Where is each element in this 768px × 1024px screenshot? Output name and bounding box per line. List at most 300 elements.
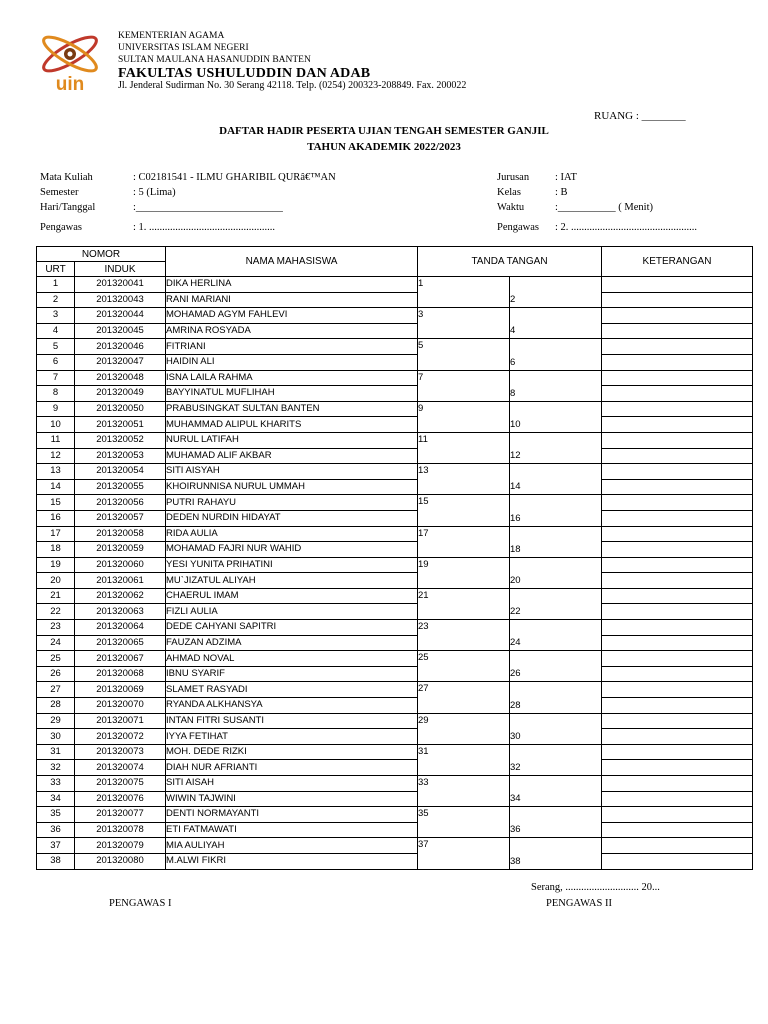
table-row — [37, 729, 753, 745]
row-keterangan[interactable] — [602, 386, 753, 402]
row-urt: 16 — [37, 510, 75, 526]
row-induk: 201320079 — [75, 838, 166, 854]
table-row — [37, 776, 753, 792]
signature-cell-left[interactable] — [418, 432, 510, 448]
signature-number: 36 — [510, 824, 521, 836]
row-induk: 201320063 — [75, 604, 166, 620]
row-keterangan[interactable] — [602, 573, 753, 589]
signature-number: 13 — [418, 465, 429, 477]
row-urt: 23 — [37, 620, 75, 636]
row-induk: 201320046 — [75, 339, 166, 355]
signature-number: 29 — [418, 714, 429, 726]
signature-cell-left[interactable] — [418, 682, 510, 698]
university-logo-icon — [36, 28, 104, 96]
row-keterangan[interactable] — [602, 448, 753, 464]
table-row — [37, 604, 753, 620]
row-induk: 201320075 — [75, 776, 166, 792]
signature-number: 35 — [418, 808, 429, 820]
header-nama: NAMA MAHASISWA — [166, 247, 418, 277]
row-nama: DIAH NUR AFRIANTI — [166, 760, 418, 776]
academic-year: TAHUN AKADEMIK 2022/2023 — [307, 141, 461, 153]
row-induk: 201320058 — [75, 526, 166, 542]
signature-number: 19 — [418, 558, 429, 570]
logo-text: uin — [55, 74, 85, 95]
signature-cell-left[interactable] — [418, 292, 510, 308]
signature-number: 16 — [510, 512, 521, 524]
row-nama: FITRIANI — [166, 339, 418, 355]
row-urt: 4 — [37, 323, 75, 339]
signature-cell-right[interactable] — [510, 542, 602, 558]
faculty-address: Jl. Jenderal Sudirman No. 30 Serang 42118. Telp. (0254) 200323-208849. Fax. 200022 — [118, 80, 467, 91]
info-label-proctor-1: Pengawas — [40, 222, 82, 233]
info-value-proctor-1: : 1. ................................................ — [133, 222, 276, 233]
signature-cell-left[interactable] — [418, 853, 510, 869]
place-date: Serang, ............................ 20... — [531, 882, 660, 893]
signature-cell-right[interactable] — [510, 417, 602, 433]
row-keterangan[interactable] — [602, 401, 753, 417]
row-keterangan[interactable] — [602, 666, 753, 682]
signature-cell-right[interactable] — [510, 573, 602, 589]
signature-cell-left[interactable] — [418, 713, 510, 729]
signature-cell-right[interactable] — [510, 682, 602, 698]
table-row — [37, 791, 753, 807]
university-full-name: SULTAN MAULANA HASANUDDIN BANTEN — [118, 55, 311, 65]
row-urt: 34 — [37, 791, 75, 807]
header-induk: INDUK — [75, 262, 166, 277]
signature-number: 30 — [510, 730, 521, 742]
row-induk: 201320050 — [75, 401, 166, 417]
signature-cell-left[interactable] — [418, 620, 510, 636]
row-urt: 38 — [37, 853, 75, 869]
signature-number: 15 — [418, 496, 429, 508]
row-keterangan[interactable] — [602, 729, 753, 745]
row-urt: 9 — [37, 401, 75, 417]
row-induk: 201320053 — [75, 448, 166, 464]
row-urt: 14 — [37, 479, 75, 495]
row-nama: NURUL LATIFAH — [166, 432, 418, 448]
signature-cell-right[interactable] — [510, 354, 602, 370]
row-nama: PRABUSINGKAT SULTAN BANTEN — [166, 401, 418, 417]
row-urt: 21 — [37, 588, 75, 604]
info-label-date: Hari/Tanggal — [40, 202, 96, 213]
signature-cell-right[interactable] — [510, 495, 602, 511]
row-induk: 201320080 — [75, 853, 166, 869]
row-urt: 30 — [37, 729, 75, 745]
row-induk: 201320055 — [75, 479, 166, 495]
row-induk: 201320059 — [75, 542, 166, 558]
row-keterangan[interactable] — [602, 354, 753, 370]
signature-cell-right[interactable] — [510, 401, 602, 417]
signature-cell-left[interactable] — [418, 354, 510, 370]
row-induk: 201320062 — [75, 588, 166, 604]
table-row — [37, 744, 753, 760]
row-induk: 201320076 — [75, 791, 166, 807]
info-label-proctor-2: Pengawas — [497, 222, 539, 233]
row-induk: 201320044 — [75, 308, 166, 324]
row-nama: WIWIN TAJWINI — [166, 791, 418, 807]
signature-cell-right[interactable] — [510, 666, 602, 682]
signature-number: 1 — [418, 278, 424, 289]
attendance-table-body — [37, 277, 753, 870]
signature-cell-left[interactable] — [418, 479, 510, 495]
row-nama: MUHAMAD ALIF AKBAR — [166, 448, 418, 464]
signature-cell-right[interactable] — [510, 464, 602, 480]
signature-cell-right[interactable] — [510, 776, 602, 792]
row-keterangan[interactable] — [602, 760, 753, 776]
signature-number: 22 — [510, 606, 521, 618]
row-nama: AMRINA ROSYADA — [166, 323, 418, 339]
row-urt: 36 — [37, 822, 75, 838]
signature-cell-right[interactable] — [510, 370, 602, 386]
signature-cell-left[interactable] — [418, 838, 510, 854]
header-urt: URT — [37, 262, 75, 277]
row-induk: 201320073 — [75, 744, 166, 760]
signature-cell-right[interactable] — [510, 744, 602, 760]
signature-number: 38 — [510, 855, 521, 867]
row-urt: 5 — [37, 339, 75, 355]
table-row — [37, 510, 753, 526]
signature-cell-left[interactable] — [418, 822, 510, 838]
signature-number: 11 — [418, 433, 428, 445]
row-nama: RANI MARIANI — [166, 292, 418, 308]
row-induk: 201320068 — [75, 666, 166, 682]
row-nama: FAUZAN ADZIMA — [166, 635, 418, 651]
signature-cell-left[interactable] — [418, 791, 510, 807]
row-urt: 7 — [37, 370, 75, 386]
signature-number: 27 — [418, 683, 429, 695]
signature-cell-left[interactable] — [418, 807, 510, 823]
signature-cell-right[interactable] — [510, 277, 602, 293]
row-nama: DIKA HERLINA — [166, 277, 418, 293]
signature-cell-left[interactable] — [418, 698, 510, 714]
row-induk: 201320071 — [75, 713, 166, 729]
row-nama: MU`JIZATUL ALIYAH — [166, 573, 418, 589]
signature-cell-left[interactable] — [418, 573, 510, 589]
row-nama: MOHAMAD FAJRI NUR WAHID — [166, 542, 418, 558]
info-value-class: : B — [555, 187, 568, 198]
signature-number: 37 — [418, 839, 429, 851]
signature-cell-right[interactable] — [510, 510, 602, 526]
signature-cell-right[interactable] — [510, 448, 602, 464]
table-row — [37, 292, 753, 308]
signature-cell-left[interactable] — [418, 651, 510, 667]
row-nama: DEDEN NURDIN HIDAYAT — [166, 510, 418, 526]
header-nomor: NOMOR — [37, 247, 166, 262]
signature-cell-left[interactable] — [418, 401, 510, 417]
row-keterangan[interactable] — [602, 651, 753, 667]
signature-cell-right[interactable] — [510, 526, 602, 542]
row-keterangan[interactable] — [602, 417, 753, 433]
signature-cell-right[interactable] — [510, 807, 602, 823]
signature-cell-left[interactable] — [418, 339, 510, 355]
table-row — [37, 588, 753, 604]
row-urt: 10 — [37, 417, 75, 433]
row-keterangan[interactable] — [602, 542, 753, 558]
row-keterangan[interactable] — [602, 713, 753, 729]
row-induk: 201320052 — [75, 432, 166, 448]
row-urt: 33 — [37, 776, 75, 792]
signature-cell-right[interactable] — [510, 791, 602, 807]
info-label-course: Mata Kuliah — [40, 172, 93, 183]
signature-cell-right[interactable] — [510, 432, 602, 448]
row-induk: 201320067 — [75, 651, 166, 667]
row-keterangan[interactable] — [602, 495, 753, 511]
row-keterangan[interactable] — [602, 510, 753, 526]
signature-number: 7 — [418, 371, 424, 383]
signature-number: 32 — [510, 762, 521, 773]
signature-cell-right[interactable] — [510, 651, 602, 667]
table-row — [37, 698, 753, 714]
signature-number: 6 — [510, 356, 516, 368]
signature-number: 10 — [510, 418, 521, 430]
info-value-semester: : 5 (Lima) — [133, 187, 176, 198]
signature-cell-left[interactable] — [418, 635, 510, 651]
signature-cell-right[interactable] — [510, 339, 602, 355]
row-keterangan[interactable] — [602, 557, 753, 573]
row-keterangan[interactable] — [602, 292, 753, 308]
info-label-semester: Semester — [40, 187, 79, 198]
table-row — [37, 666, 753, 682]
university-name: UNIVERSITAS ISLAM NEGERI — [118, 43, 249, 53]
row-nama: BAYYINATUL MUFLIHAH — [166, 386, 418, 402]
row-keterangan[interactable] — [602, 776, 753, 792]
table-row — [37, 713, 753, 729]
row-keterangan[interactable] — [602, 464, 753, 480]
table-row — [37, 651, 753, 667]
row-urt: 8 — [37, 386, 75, 402]
row-urt: 1 — [37, 277, 75, 293]
signature-cell-left[interactable] — [418, 308, 510, 324]
signature-cell-left[interactable] — [418, 588, 510, 604]
row-urt: 20 — [37, 573, 75, 589]
signature-number: 2 — [510, 294, 516, 306]
row-induk: 201320051 — [75, 417, 166, 433]
row-keterangan[interactable] — [602, 822, 753, 838]
row-nama: RIDA AULIA — [166, 526, 418, 542]
row-keterangan[interactable] — [602, 682, 753, 698]
row-nama: KHOIRUNNISA NURUL UMMAH — [166, 479, 418, 495]
signature-cell-left[interactable] — [418, 666, 510, 682]
attendance-table — [36, 246, 753, 870]
row-keterangan[interactable] — [602, 277, 753, 293]
signature-cell-right[interactable] — [510, 479, 602, 495]
signature-number: 26 — [510, 668, 521, 680]
signature-number: 17 — [418, 527, 429, 539]
signature-cell-right[interactable] — [510, 838, 602, 854]
signature-number: 23 — [418, 621, 429, 633]
row-nama: HAIDIN ALI — [166, 354, 418, 370]
signature-cell-right[interactable] — [510, 323, 602, 339]
row-urt: 18 — [37, 542, 75, 558]
info-label-class: Kelas — [497, 187, 521, 198]
row-urt: 28 — [37, 698, 75, 714]
row-nama: SLAMET RASYADI — [166, 682, 418, 698]
row-induk: 201320049 — [75, 386, 166, 402]
signature-cell-right[interactable] — [510, 620, 602, 636]
signature-number: 3 — [418, 309, 424, 321]
row-induk: 201320060 — [75, 557, 166, 573]
row-keterangan[interactable] — [602, 323, 753, 339]
table-row — [37, 277, 753, 293]
signature-cell-right[interactable] — [510, 760, 602, 776]
room-label: RUANG : ________ — [594, 110, 686, 122]
signature-cell-right[interactable] — [510, 308, 602, 324]
signature-cell-left[interactable] — [418, 776, 510, 792]
table-row — [37, 853, 753, 869]
signature-cell-left[interactable] — [418, 417, 510, 433]
row-nama: MOH. DEDE RIZKI — [166, 744, 418, 760]
row-induk: 201320077 — [75, 807, 166, 823]
signature-cell-left[interactable] — [418, 448, 510, 464]
row-induk: 201320048 — [75, 370, 166, 386]
row-nama: RYANDA ALKHANSYA — [166, 698, 418, 714]
row-nama: DEDE CAHYANI SAPITRI — [166, 620, 418, 636]
signature-cell-right[interactable] — [510, 822, 602, 838]
signature-cell-right[interactable] — [510, 635, 602, 651]
row-keterangan[interactable] — [602, 744, 753, 760]
table-row — [37, 464, 753, 480]
info-value-course: : C02181541 - ILMU GHARIBIL QURâ€™AN — [133, 172, 336, 183]
row-nama: CHAERUL IMAM — [166, 588, 418, 604]
table-row — [37, 308, 753, 324]
signature-cell-right[interactable] — [510, 853, 602, 869]
row-urt: 24 — [37, 635, 75, 651]
signature-cell-left[interactable] — [418, 557, 510, 573]
signature-cell-left[interactable] — [418, 277, 510, 293]
table-row — [37, 838, 753, 854]
row-nama: INTAN FITRI SUSANTI — [166, 713, 418, 729]
row-keterangan[interactable] — [602, 479, 753, 495]
row-urt: 6 — [37, 354, 75, 370]
table-row — [37, 417, 753, 433]
row-urt: 25 — [37, 651, 75, 667]
signature-cell-right[interactable] — [510, 713, 602, 729]
row-keterangan[interactable] — [602, 370, 753, 386]
table-row — [37, 526, 753, 542]
info-value-department: : IAT — [555, 172, 577, 183]
header-tanda-tangan: TANDA TANGAN — [418, 247, 602, 277]
signature-cell-right[interactable] — [510, 588, 602, 604]
row-urt: 13 — [37, 464, 75, 480]
row-induk: 201320064 — [75, 620, 166, 636]
row-nama: MIA AULIYAH — [166, 838, 418, 854]
table-row — [37, 401, 753, 417]
row-nama: IBNU SYARIF — [166, 666, 418, 682]
signature-cell-right[interactable] — [510, 292, 602, 308]
faculty-name: FAKULTAS USHULUDDIN DAN ADAB — [118, 66, 371, 81]
signature-cell-left[interactable] — [418, 370, 510, 386]
table-row — [37, 448, 753, 464]
row-urt: 31 — [37, 744, 75, 760]
row-keterangan[interactable] — [602, 838, 753, 854]
table-row — [37, 339, 753, 355]
table-row — [37, 682, 753, 698]
signature-cell-left[interactable] — [418, 729, 510, 745]
table-row — [37, 323, 753, 339]
row-keterangan[interactable] — [602, 635, 753, 651]
signature-cell-left[interactable] — [418, 464, 510, 480]
signature-number: 24 — [510, 637, 521, 649]
signature-cell-left[interactable] — [418, 542, 510, 558]
signature-cell-right[interactable] — [510, 604, 602, 620]
row-induk: 201320057 — [75, 510, 166, 526]
row-induk: 201320061 — [75, 573, 166, 589]
signature-cell-left[interactable] — [418, 510, 510, 526]
signature-number: 21 — [418, 589, 429, 601]
signature-cell-left[interactable] — [418, 604, 510, 620]
row-urt: 35 — [37, 807, 75, 823]
row-urt: 11 — [37, 432, 75, 448]
proctor-2-signature-label: PENGAWAS II — [546, 898, 612, 909]
row-nama: MOHAMAD AGYM FAHLEVI — [166, 308, 418, 324]
table-row — [37, 620, 753, 636]
signature-cell-left[interactable] — [418, 526, 510, 542]
signature-number: 28 — [510, 699, 521, 711]
row-induk: 201320072 — [75, 729, 166, 745]
info-value-date: :____________________________ — [133, 202, 283, 213]
ministry-name: KEMENTERIAN AGAMA — [118, 31, 225, 41]
signature-cell-right[interactable] — [510, 557, 602, 573]
signature-cell-right[interactable] — [510, 386, 602, 402]
row-keterangan[interactable] — [602, 526, 753, 542]
table-row — [37, 557, 753, 573]
row-nama: IYYA FETIHAT — [166, 729, 418, 745]
signature-cell-left[interactable] — [418, 760, 510, 776]
info-value-time: :___________ ( Menit) — [555, 202, 653, 213]
row-nama: AHMAD NOVAL — [166, 651, 418, 667]
row-urt: 22 — [37, 604, 75, 620]
row-keterangan[interactable] — [602, 588, 753, 604]
row-induk: 201320070 — [75, 698, 166, 714]
table-row — [37, 760, 753, 776]
signature-cell-left[interactable] — [418, 386, 510, 402]
table-row — [37, 495, 753, 511]
row-urt: 2 — [37, 292, 75, 308]
row-induk: 201320047 — [75, 354, 166, 370]
signature-cell-left[interactable] — [418, 744, 510, 760]
row-keterangan[interactable] — [602, 791, 753, 807]
table-row — [37, 822, 753, 838]
row-keterangan[interactable] — [602, 604, 753, 620]
signature-cell-left[interactable] — [418, 495, 510, 511]
table-row — [37, 542, 753, 558]
row-induk: 201320056 — [75, 495, 166, 511]
row-keterangan[interactable] — [602, 620, 753, 636]
row-nama: ISNA LAILA RAHMA — [166, 370, 418, 386]
row-keterangan[interactable] — [602, 807, 753, 823]
info-value-proctor-2: : 2. ................................................ — [555, 222, 698, 233]
row-keterangan[interactable] — [602, 339, 753, 355]
table-row — [37, 354, 753, 370]
signature-cell-left[interactable] — [418, 323, 510, 339]
row-nama: ETI FATMAWATI — [166, 822, 418, 838]
row-nama: FIZLI AULIA — [166, 604, 418, 620]
row-keterangan[interactable] — [602, 432, 753, 448]
row-keterangan[interactable] — [602, 308, 753, 324]
signature-number: 31 — [418, 745, 429, 757]
row-induk: 201320074 — [75, 760, 166, 776]
signature-cell-right[interactable] — [510, 729, 602, 745]
row-nama: SITI AISYAH — [166, 464, 418, 480]
row-keterangan[interactable] — [602, 853, 753, 869]
row-urt: 26 — [37, 666, 75, 682]
row-urt: 37 — [37, 838, 75, 854]
row-keterangan[interactable] — [602, 698, 753, 714]
row-induk: 201320041 — [75, 277, 166, 293]
signature-cell-right[interactable] — [510, 698, 602, 714]
table-row — [37, 807, 753, 823]
signature-number: 8 — [510, 387, 516, 399]
